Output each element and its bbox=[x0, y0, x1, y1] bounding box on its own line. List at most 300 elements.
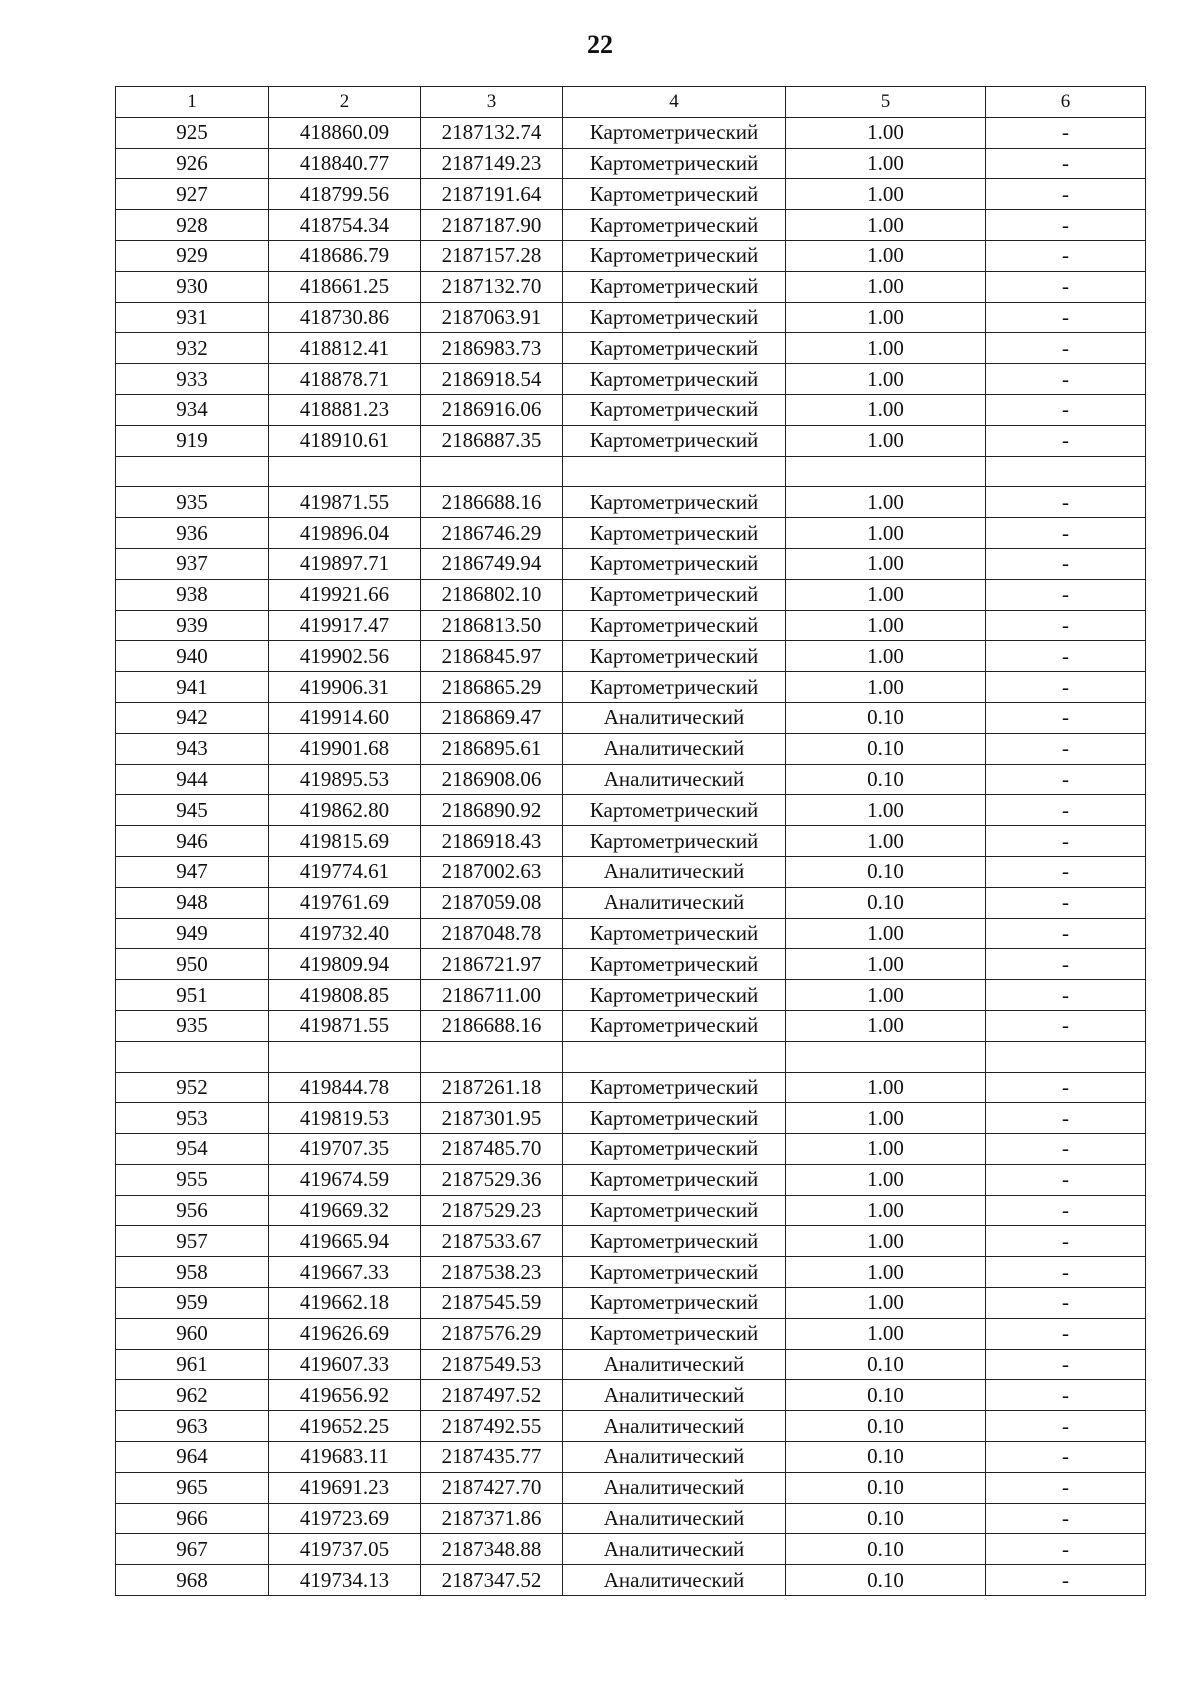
y-coordinate-cell: 2186895.61 bbox=[421, 733, 563, 764]
method-cell: Аналитический bbox=[563, 1349, 786, 1380]
accuracy-cell: 0.10 bbox=[786, 1565, 986, 1596]
note-cell: - bbox=[986, 117, 1146, 148]
table-row bbox=[116, 1134, 1146, 1165]
table-row bbox=[116, 1503, 1146, 1534]
note-cell: - bbox=[986, 425, 1146, 456]
point-number-cell: 941 bbox=[116, 672, 269, 703]
note-cell: - bbox=[986, 210, 1146, 241]
accuracy-cell: 0.10 bbox=[786, 733, 986, 764]
note-cell: - bbox=[986, 1318, 1146, 1349]
note-cell: - bbox=[986, 240, 1146, 271]
table-row bbox=[116, 579, 1146, 610]
note-cell: - bbox=[986, 1134, 1146, 1165]
x-coordinate-cell: 419896.04 bbox=[269, 518, 421, 549]
note-cell: - bbox=[986, 271, 1146, 302]
x-coordinate-cell: 418730.86 bbox=[269, 302, 421, 333]
point-number-cell: 943 bbox=[116, 733, 269, 764]
accuracy-cell bbox=[786, 1041, 986, 1072]
accuracy-cell: 1.00 bbox=[786, 364, 986, 395]
note-cell: - bbox=[986, 1226, 1146, 1257]
point-number-cell: 968 bbox=[116, 1565, 269, 1596]
accuracy-cell: 1.00 bbox=[786, 949, 986, 980]
y-coordinate-cell: 2187545.59 bbox=[421, 1288, 563, 1319]
y-coordinate-cell: 2186688.16 bbox=[421, 487, 563, 518]
method-cell: Картометрический bbox=[563, 1257, 786, 1288]
y-coordinate-cell: 2187191.64 bbox=[421, 179, 563, 210]
table-row bbox=[116, 271, 1146, 302]
table-row bbox=[116, 856, 1146, 887]
method-cell: Картометрический bbox=[563, 980, 786, 1011]
note-cell: - bbox=[986, 795, 1146, 826]
x-coordinate-cell: 419871.55 bbox=[269, 1010, 421, 1041]
y-coordinate-cell: 2187427.70 bbox=[421, 1472, 563, 1503]
accuracy-cell: 0.10 bbox=[786, 1349, 986, 1380]
table-row bbox=[116, 333, 1146, 364]
x-coordinate-cell: 418910.61 bbox=[269, 425, 421, 456]
method-cell: Картометрический bbox=[563, 148, 786, 179]
x-coordinate-cell: 419669.32 bbox=[269, 1195, 421, 1226]
accuracy-cell: 0.10 bbox=[786, 1380, 986, 1411]
point-number-cell: 959 bbox=[116, 1288, 269, 1319]
method-cell: Картометрический bbox=[563, 487, 786, 518]
table-row bbox=[116, 487, 1146, 518]
point-number-cell: 960 bbox=[116, 1318, 269, 1349]
table-row bbox=[116, 1288, 1146, 1319]
y-coordinate-cell: 2186887.35 bbox=[421, 425, 563, 456]
column-header: 4 bbox=[563, 87, 786, 118]
x-coordinate-cell: 419734.13 bbox=[269, 1565, 421, 1596]
x-coordinate-cell: 419774.61 bbox=[269, 856, 421, 887]
note-cell: - bbox=[986, 949, 1146, 980]
point-number-cell: 925 bbox=[116, 117, 269, 148]
point-number-cell: 949 bbox=[116, 918, 269, 949]
column-header: 3 bbox=[421, 87, 563, 118]
x-coordinate-cell: 419667.33 bbox=[269, 1257, 421, 1288]
method-cell: Картометрический bbox=[563, 1226, 786, 1257]
point-number-cell: 932 bbox=[116, 333, 269, 364]
table-row bbox=[116, 918, 1146, 949]
table-row bbox=[116, 1534, 1146, 1565]
x-coordinate-cell: 419626.69 bbox=[269, 1318, 421, 1349]
note-cell: - bbox=[986, 1164, 1146, 1195]
method-cell: Аналитический bbox=[563, 702, 786, 733]
y-coordinate-cell: 2187048.78 bbox=[421, 918, 563, 949]
x-coordinate-cell: 418860.09 bbox=[269, 117, 421, 148]
accuracy-cell: 1.00 bbox=[786, 210, 986, 241]
point-number-cell: 931 bbox=[116, 302, 269, 333]
note-cell: - bbox=[986, 856, 1146, 887]
method-cell: Аналитический bbox=[563, 764, 786, 795]
x-coordinate-cell: 419737.05 bbox=[269, 1534, 421, 1565]
column-header: 2 bbox=[269, 87, 421, 118]
table-row bbox=[116, 1072, 1146, 1103]
accuracy-cell: 1.00 bbox=[786, 518, 986, 549]
x-coordinate-cell: 419674.59 bbox=[269, 1164, 421, 1195]
accuracy-cell: 1.00 bbox=[786, 1010, 986, 1041]
table-row bbox=[116, 764, 1146, 795]
y-coordinate-cell: 2187485.70 bbox=[421, 1134, 563, 1165]
table-row bbox=[116, 394, 1146, 425]
accuracy-cell: 1.00 bbox=[786, 1288, 986, 1319]
table-row bbox=[116, 702, 1146, 733]
accuracy-cell: 1.00 bbox=[786, 394, 986, 425]
note-cell: - bbox=[986, 702, 1146, 733]
x-coordinate-cell: 418881.23 bbox=[269, 394, 421, 425]
table-row bbox=[116, 1565, 1146, 1596]
y-coordinate-cell: 2187533.67 bbox=[421, 1226, 563, 1257]
note-cell: - bbox=[986, 548, 1146, 579]
point-number-cell: 944 bbox=[116, 764, 269, 795]
method-cell: Аналитический bbox=[563, 1503, 786, 1534]
accuracy-cell: 1.00 bbox=[786, 672, 986, 703]
x-coordinate-cell: 419897.71 bbox=[269, 548, 421, 579]
table-row bbox=[116, 210, 1146, 241]
y-coordinate-cell: 2187538.23 bbox=[421, 1257, 563, 1288]
table-row bbox=[116, 1318, 1146, 1349]
y-coordinate-cell: 2187347.52 bbox=[421, 1565, 563, 1596]
accuracy-cell: 1.00 bbox=[786, 641, 986, 672]
method-cell: Картометрический bbox=[563, 1010, 786, 1041]
y-coordinate-cell: 2187261.18 bbox=[421, 1072, 563, 1103]
method-cell: Картометрический bbox=[563, 672, 786, 703]
method-cell: Картометрический bbox=[563, 333, 786, 364]
accuracy-cell: 0.10 bbox=[786, 856, 986, 887]
method-cell: Картометрический bbox=[563, 795, 786, 826]
x-coordinate-cell: 419662.18 bbox=[269, 1288, 421, 1319]
point-number-cell: 946 bbox=[116, 826, 269, 857]
y-coordinate-cell: 2186890.92 bbox=[421, 795, 563, 826]
note-cell: - bbox=[986, 1411, 1146, 1442]
note-cell: - bbox=[986, 518, 1146, 549]
table-body bbox=[116, 117, 1146, 1595]
accuracy-cell: 0.10 bbox=[786, 887, 986, 918]
table-row bbox=[116, 1010, 1146, 1041]
point-number-cell: 958 bbox=[116, 1257, 269, 1288]
point-number-cell: 930 bbox=[116, 271, 269, 302]
x-coordinate-cell: 419917.47 bbox=[269, 610, 421, 641]
table-row bbox=[116, 1411, 1146, 1442]
table-row bbox=[116, 1103, 1146, 1134]
note-cell: - bbox=[986, 1103, 1146, 1134]
x-coordinate-cell: 419809.94 bbox=[269, 949, 421, 980]
x-coordinate-cell: 419761.69 bbox=[269, 887, 421, 918]
note-cell: - bbox=[986, 733, 1146, 764]
table-row bbox=[116, 425, 1146, 456]
y-coordinate-cell: 2186918.54 bbox=[421, 364, 563, 395]
y-coordinate-cell: 2186688.16 bbox=[421, 1010, 563, 1041]
accuracy-cell: 1.00 bbox=[786, 1226, 986, 1257]
table-row bbox=[116, 795, 1146, 826]
x-coordinate-cell: 419819.53 bbox=[269, 1103, 421, 1134]
table-row bbox=[116, 1195, 1146, 1226]
table-row bbox=[116, 1041, 1146, 1072]
accuracy-cell: 1.00 bbox=[786, 240, 986, 271]
method-cell: Аналитический bbox=[563, 1472, 786, 1503]
accuracy-cell: 1.00 bbox=[786, 1072, 986, 1103]
accuracy-cell: 0.10 bbox=[786, 1534, 986, 1565]
point-number-cell: 962 bbox=[116, 1380, 269, 1411]
x-coordinate-cell: 418661.25 bbox=[269, 271, 421, 302]
method-cell: Картометрический bbox=[563, 271, 786, 302]
note-cell: - bbox=[986, 1503, 1146, 1534]
accuracy-cell: 1.00 bbox=[786, 826, 986, 857]
accuracy-cell: 1.00 bbox=[786, 1195, 986, 1226]
note-cell: - bbox=[986, 641, 1146, 672]
note-cell: - bbox=[986, 980, 1146, 1011]
point-number-cell: 952 bbox=[116, 1072, 269, 1103]
note-cell: - bbox=[986, 826, 1146, 857]
table-row bbox=[116, 1257, 1146, 1288]
x-coordinate-cell: 419683.11 bbox=[269, 1442, 421, 1473]
accuracy-cell: 0.10 bbox=[786, 764, 986, 795]
accuracy-cell: 0.10 bbox=[786, 1411, 986, 1442]
point-number-cell bbox=[116, 1041, 269, 1072]
method-cell: Картометрический bbox=[563, 394, 786, 425]
point-number-cell: 926 bbox=[116, 148, 269, 179]
note-cell: - bbox=[986, 672, 1146, 703]
x-coordinate-cell: 419723.69 bbox=[269, 1503, 421, 1534]
accuracy-cell: 1.00 bbox=[786, 795, 986, 826]
note-cell: - bbox=[986, 487, 1146, 518]
point-number-cell: 950 bbox=[116, 949, 269, 980]
method-cell: Аналитический bbox=[563, 733, 786, 764]
y-coordinate-cell: 2186802.10 bbox=[421, 579, 563, 610]
method-cell: Аналитический bbox=[563, 1411, 786, 1442]
accuracy-cell: 1.00 bbox=[786, 980, 986, 1011]
x-coordinate-cell: 419732.40 bbox=[269, 918, 421, 949]
point-number-cell: 947 bbox=[116, 856, 269, 887]
x-coordinate-cell: 418878.71 bbox=[269, 364, 421, 395]
note-cell bbox=[986, 456, 1146, 487]
table-row bbox=[116, 1380, 1146, 1411]
note-cell: - bbox=[986, 179, 1146, 210]
y-coordinate-cell: 2187132.70 bbox=[421, 271, 563, 302]
accuracy-cell: 1.00 bbox=[786, 425, 986, 456]
x-coordinate-cell: 418840.77 bbox=[269, 148, 421, 179]
accuracy-cell: 1.00 bbox=[786, 1257, 986, 1288]
y-coordinate-cell: 2187301.95 bbox=[421, 1103, 563, 1134]
x-coordinate-cell: 419844.78 bbox=[269, 1072, 421, 1103]
y-coordinate-cell: 2187497.52 bbox=[421, 1380, 563, 1411]
x-coordinate-cell: 419607.33 bbox=[269, 1349, 421, 1380]
accuracy-cell: 1.00 bbox=[786, 1103, 986, 1134]
method-cell: Картометрический bbox=[563, 949, 786, 980]
table-row bbox=[116, 826, 1146, 857]
method-cell: Картометрический bbox=[563, 641, 786, 672]
method-cell: Аналитический bbox=[563, 1565, 786, 1596]
point-number-cell: 919 bbox=[116, 425, 269, 456]
method-cell: Картометрический bbox=[563, 302, 786, 333]
point-number-cell: 927 bbox=[116, 179, 269, 210]
table-row bbox=[116, 1442, 1146, 1473]
point-number-cell: 937 bbox=[116, 548, 269, 579]
x-coordinate-cell: 419652.25 bbox=[269, 1411, 421, 1442]
y-coordinate-cell: 2186721.97 bbox=[421, 949, 563, 980]
x-coordinate-cell: 419914.60 bbox=[269, 702, 421, 733]
note-cell bbox=[986, 1041, 1146, 1072]
note-cell: - bbox=[986, 1010, 1146, 1041]
note-cell: - bbox=[986, 1288, 1146, 1319]
point-number-cell: 929 bbox=[116, 240, 269, 271]
method-cell: Картометрический bbox=[563, 1318, 786, 1349]
method-cell bbox=[563, 1041, 786, 1072]
note-cell: - bbox=[986, 394, 1146, 425]
x-coordinate-cell: 419815.69 bbox=[269, 826, 421, 857]
point-number-cell: 948 bbox=[116, 887, 269, 918]
method-cell: Картометрический bbox=[563, 1195, 786, 1226]
accuracy-cell: 1.00 bbox=[786, 1318, 986, 1349]
method-cell: Картометрический bbox=[563, 826, 786, 857]
accuracy-cell: 0.10 bbox=[786, 1442, 986, 1473]
point-number-cell: 963 bbox=[116, 1411, 269, 1442]
accuracy-cell: 0.10 bbox=[786, 702, 986, 733]
table-row bbox=[116, 980, 1146, 1011]
note-cell: - bbox=[986, 1472, 1146, 1503]
accuracy-cell: 1.00 bbox=[786, 918, 986, 949]
table-header-row bbox=[116, 87, 1146, 118]
y-coordinate-cell: 2187576.29 bbox=[421, 1318, 563, 1349]
y-coordinate-cell: 2186711.00 bbox=[421, 980, 563, 1011]
table-row bbox=[116, 1164, 1146, 1195]
method-cell: Аналитический bbox=[563, 856, 786, 887]
accuracy-cell: 1.00 bbox=[786, 1134, 986, 1165]
y-coordinate-cell: 2187149.23 bbox=[421, 148, 563, 179]
table-row bbox=[116, 1226, 1146, 1257]
y-coordinate-cell: 2186916.06 bbox=[421, 394, 563, 425]
y-coordinate-cell: 2187063.91 bbox=[421, 302, 563, 333]
y-coordinate-cell bbox=[421, 1041, 563, 1072]
method-cell: Картометрический bbox=[563, 117, 786, 148]
note-cell: - bbox=[986, 1195, 1146, 1226]
y-coordinate-cell: 2186749.94 bbox=[421, 548, 563, 579]
method-cell: Аналитический bbox=[563, 1534, 786, 1565]
method-cell: Аналитический bbox=[563, 1380, 786, 1411]
table-row bbox=[116, 302, 1146, 333]
method-cell: Картометрический bbox=[563, 518, 786, 549]
x-coordinate-cell: 419707.35 bbox=[269, 1134, 421, 1165]
page-number: 22 bbox=[587, 30, 613, 59]
method-cell: Картометрический bbox=[563, 240, 786, 271]
point-number-cell: 964 bbox=[116, 1442, 269, 1473]
y-coordinate-cell: 2187002.63 bbox=[421, 856, 563, 887]
accuracy-cell: 1.00 bbox=[786, 117, 986, 148]
y-coordinate-cell: 2187371.86 bbox=[421, 1503, 563, 1534]
coordinates-table bbox=[115, 86, 1146, 1596]
table-row bbox=[116, 887, 1146, 918]
table-row bbox=[116, 733, 1146, 764]
accuracy-cell bbox=[786, 456, 986, 487]
note-cell: - bbox=[986, 579, 1146, 610]
point-number-cell: 957 bbox=[116, 1226, 269, 1257]
note-cell: - bbox=[986, 1257, 1146, 1288]
method-cell: Картометрический bbox=[563, 179, 786, 210]
column-header: 1 bbox=[116, 87, 269, 118]
accuracy-cell: 1.00 bbox=[786, 148, 986, 179]
point-number-cell: 934 bbox=[116, 394, 269, 425]
point-number-cell: 942 bbox=[116, 702, 269, 733]
table-row bbox=[116, 610, 1146, 641]
x-coordinate-cell: 419906.31 bbox=[269, 672, 421, 703]
x-coordinate-cell bbox=[269, 1041, 421, 1072]
column-header: 6 bbox=[986, 87, 1146, 118]
note-cell: - bbox=[986, 1072, 1146, 1103]
x-coordinate-cell: 419901.68 bbox=[269, 733, 421, 764]
table-row bbox=[116, 641, 1146, 672]
y-coordinate-cell: 2187348.88 bbox=[421, 1534, 563, 1565]
y-coordinate-cell bbox=[421, 456, 563, 487]
y-coordinate-cell: 2187157.28 bbox=[421, 240, 563, 271]
accuracy-cell: 1.00 bbox=[786, 548, 986, 579]
point-number-cell: 965 bbox=[116, 1472, 269, 1503]
point-number-cell bbox=[116, 456, 269, 487]
method-cell: Картометрический bbox=[563, 1134, 786, 1165]
x-coordinate-cell: 419808.85 bbox=[269, 980, 421, 1011]
y-coordinate-cell: 2186983.73 bbox=[421, 333, 563, 364]
y-coordinate-cell: 2187549.53 bbox=[421, 1349, 563, 1380]
y-coordinate-cell: 2186746.29 bbox=[421, 518, 563, 549]
note-cell: - bbox=[986, 148, 1146, 179]
y-coordinate-cell: 2186813.50 bbox=[421, 610, 563, 641]
table-row bbox=[116, 456, 1146, 487]
point-number-cell: 966 bbox=[116, 1503, 269, 1534]
accuracy-cell: 1.00 bbox=[786, 333, 986, 364]
point-number-cell: 953 bbox=[116, 1103, 269, 1134]
accuracy-cell: 1.00 bbox=[786, 302, 986, 333]
method-cell: Картометрический bbox=[563, 610, 786, 641]
y-coordinate-cell: 2186865.29 bbox=[421, 672, 563, 703]
x-coordinate-cell: 418754.34 bbox=[269, 210, 421, 241]
note-cell: - bbox=[986, 333, 1146, 364]
y-coordinate-cell: 2187187.90 bbox=[421, 210, 563, 241]
point-number-cell: 951 bbox=[116, 980, 269, 1011]
y-coordinate-cell: 2186869.47 bbox=[421, 702, 563, 733]
note-cell: - bbox=[986, 918, 1146, 949]
table-row bbox=[116, 148, 1146, 179]
table-row bbox=[116, 240, 1146, 271]
note-cell: - bbox=[986, 1380, 1146, 1411]
point-number-cell: 938 bbox=[116, 579, 269, 610]
x-coordinate-cell bbox=[269, 456, 421, 487]
point-number-cell: 956 bbox=[116, 1195, 269, 1226]
method-cell: Картометрический bbox=[563, 579, 786, 610]
y-coordinate-cell: 2187435.77 bbox=[421, 1442, 563, 1473]
table-row bbox=[116, 548, 1146, 579]
method-cell: Аналитический bbox=[563, 887, 786, 918]
table-row bbox=[116, 518, 1146, 549]
method-cell: Картометрический bbox=[563, 918, 786, 949]
y-coordinate-cell: 2187529.36 bbox=[421, 1164, 563, 1195]
accuracy-cell: 1.00 bbox=[786, 179, 986, 210]
y-coordinate-cell: 2186918.43 bbox=[421, 826, 563, 857]
x-coordinate-cell: 419871.55 bbox=[269, 487, 421, 518]
method-cell: Картометрический bbox=[563, 1164, 786, 1195]
accuracy-cell: 1.00 bbox=[786, 1164, 986, 1195]
x-coordinate-cell: 419902.56 bbox=[269, 641, 421, 672]
accuracy-cell: 0.10 bbox=[786, 1472, 986, 1503]
method-cell: Картометрический bbox=[563, 1288, 786, 1319]
method-cell: Картометрический bbox=[563, 548, 786, 579]
point-number-cell: 928 bbox=[116, 210, 269, 241]
point-number-cell: 967 bbox=[116, 1534, 269, 1565]
x-coordinate-cell: 419665.94 bbox=[269, 1226, 421, 1257]
column-header: 5 bbox=[786, 87, 986, 118]
y-coordinate-cell: 2187529.23 bbox=[421, 1195, 563, 1226]
method-cell: Картометрический bbox=[563, 364, 786, 395]
x-coordinate-cell: 419656.92 bbox=[269, 1380, 421, 1411]
x-coordinate-cell: 419895.53 bbox=[269, 764, 421, 795]
x-coordinate-cell: 418686.79 bbox=[269, 240, 421, 271]
note-cell: - bbox=[986, 1349, 1146, 1380]
